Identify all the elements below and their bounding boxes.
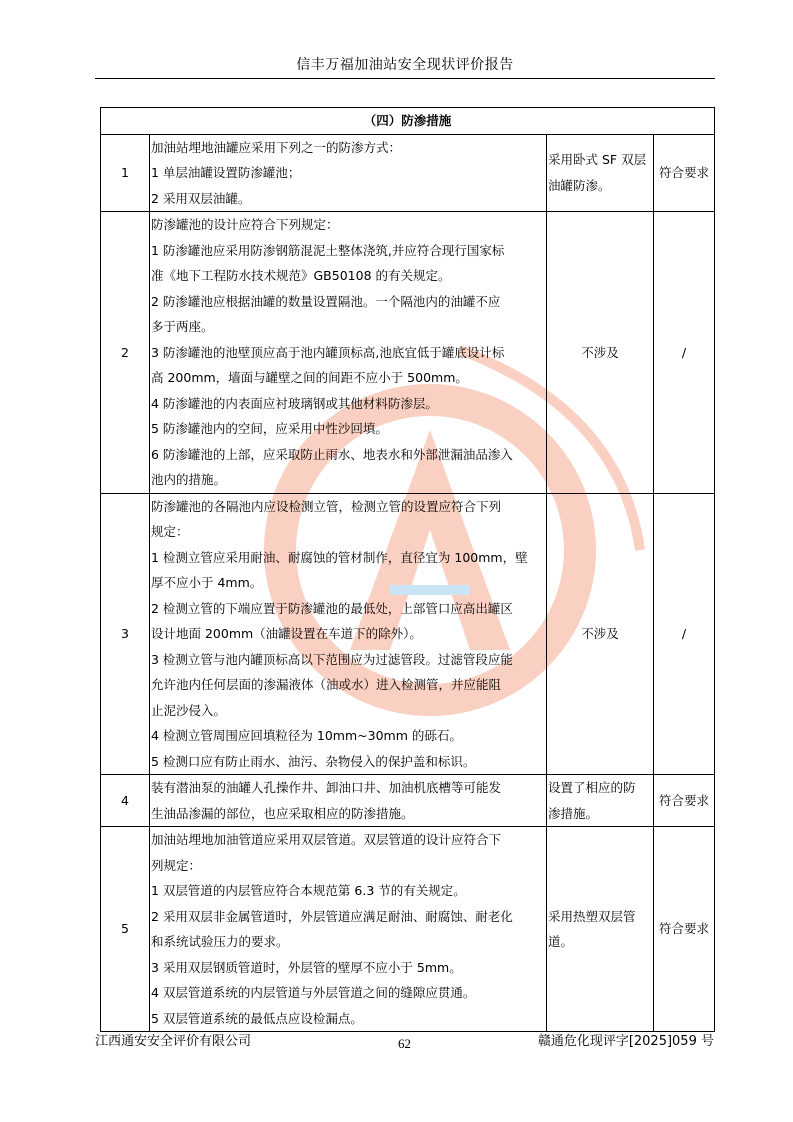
requirement-line: 4 双层管道系统的内层管道与外层管道之间的缝隙应贯通。 [151,985,476,1000]
requirement-line: 生油品渗漏的部位，也应采取相应的防渗措施。 [151,805,414,821]
actual-situation-line: 采用热塑双层管 [548,908,636,924]
actual-situation-line: 油罐防渗。 [548,177,611,193]
section-title: （四）防渗措施 [101,108,715,135]
table-row [101,134,715,212]
requirement-content [150,827,547,1032]
page-number: 62 [398,1036,411,1051]
requirement-line: 允许池内任何层面的渗漏液体（油或水）进入检测管，并应能阻 [151,677,502,692]
row-number: 5 [101,827,150,1032]
table-row [101,493,715,775]
row-number: 4 [101,775,150,827]
requirement-line: 厚不应小于 4mm。 [151,575,263,590]
requirement-line: 防渗罐池的各隔池内应设检测立管，检测立管的设置应符合下列 [151,498,502,514]
requirement-line: 5 防渗罐池内的空间，应采用中性沙回填。 [151,421,388,436]
requirement-line: 设计地面 200mm（油罐设置在车道下的除外）。 [151,626,422,641]
evaluation-verdict: 符合要求 [654,134,715,212]
requirement-line: 3 采用双层钢质管道时，外层管的壁厚不应小于 5mm。 [151,959,462,975]
actual-situation [547,493,654,775]
requirement-line: 池内的措施。 [151,472,227,487]
requirement-line: 多于两座。 [151,319,214,334]
section-header-row [101,108,715,135]
evaluation-verdict: / [654,493,715,775]
requirement-line: 规定： [151,524,189,539]
row-number: 2 [101,212,150,494]
actual-situation-line: 渗措施。 [548,805,599,821]
requirement-line: 6 防渗罐池的上部，应采取防止雨水、地表水和外部泄漏油品渗入 [151,446,513,462]
header-divider [95,78,715,79]
requirement-line: 1 双层管道的内层管应符合本规范第 6.3 节的有关规定。 [151,883,466,898]
requirement-line: 加油站埋地油罐应采用下列之一的防渗方式： [151,139,402,155]
actual-situation-line: 不涉及 [581,626,619,641]
requirement-line: 4 检测立管周围应回填粒径为 10mm~30mm 的砾石。 [151,728,462,743]
evaluation-verdict: 符合要求 [654,827,715,1032]
requirement-line: 和系统试验压力的要求。 [151,934,289,949]
requirement-line: 准《地下工程防水技术规范》GB50108 的有关规定。 [151,268,451,283]
requirement-line: 2 防渗罐池应根据油罐的数量设置隔池。一个隔池内的油罐不应 [151,293,501,309]
actual-situation-line: 采用卧式 SF 双层 [548,152,647,168]
requirement-line: 2 采用双层非金属管道时，外层管道应满足耐油、耐腐蚀、耐老化 [151,908,513,924]
actual-situation [547,212,654,494]
requirement-line: 3 检测立管与池内罐顶标高以下范围应为过滤管段。过滤管段应能 [151,651,513,667]
table-row [101,827,715,1032]
requirement-line: 装有潜油泵的油罐人孔操作井、卸油口井、加油机底槽等可能发 [151,780,502,795]
table-row [101,212,715,494]
requirement-line: 高 200mm，墙面与罐壁之间的间距不应小于 500mm。 [151,370,468,385]
actual-situation [547,134,654,212]
requirement-content [150,212,547,494]
row-number: 1 [101,134,150,212]
actual-situation-line: 道。 [548,934,574,949]
requirement-line: 5 双层管道系统的最低点应设检漏点。 [151,1010,363,1026]
requirement-content [150,493,547,775]
requirement-line: 2 采用双层油罐。 [151,190,251,206]
table-row [101,775,715,827]
requirement-line: 2 检测立管的下端应置于防渗罐池的最低处，上部管口应高出罐区 [151,600,513,616]
actual-situation [547,775,654,827]
row-number: 3 [101,493,150,775]
actual-situation-line: 不涉及 [581,344,619,360]
actual-situation-line: 设置了相应的防 [548,780,636,795]
requirement-line: 1 防渗罐池应采用防渗钢筋混泥土整体浇筑,并应符合现行国家标 [151,242,505,258]
report-code: 赣通危化现评字[2025]059 号 [537,1034,714,1049]
requirement-line: 5 检测口应有防止雨水、油污、杂物侵入的保护盖和标识。 [151,753,476,769]
impermeable-measures-table [100,107,715,1032]
requirement-line: 4 防渗罐池的内表面应衬玻璃钢或其他材料防渗层。 [151,395,438,411]
requirement-line: 止泥沙侵入。 [151,702,227,718]
requirement-line: 防渗罐池的设计应符合下列规定： [151,217,339,232]
requirement-line: 1 检测立管应采用耐油、耐腐蚀的管材制作，直径宜为 100mm，壁 [151,549,528,565]
requirement-line: 3 防渗罐池的池壁顶应高于池内罐顶标高,池底宜低于罐底设计标 [151,344,505,360]
requirement-line: 1 单层油罐设置防渗罐池； [151,165,301,180]
evaluation-verdict: 符合要求 [654,775,715,827]
requirement-content [150,134,547,212]
actual-situation [547,827,654,1032]
requirement-line: 列规定： [151,857,202,873]
footer-company: 江西通安安全评价有限公司 [95,1034,252,1049]
requirement-content [150,775,547,827]
requirement-line: 加油站埋地加油管道应采用双层管道。双层管道的设计应符合下 [151,832,502,847]
evaluation-verdict: / [654,212,715,494]
page-header-title: 信丰万福加油站安全现状评价报告 [296,57,514,73]
